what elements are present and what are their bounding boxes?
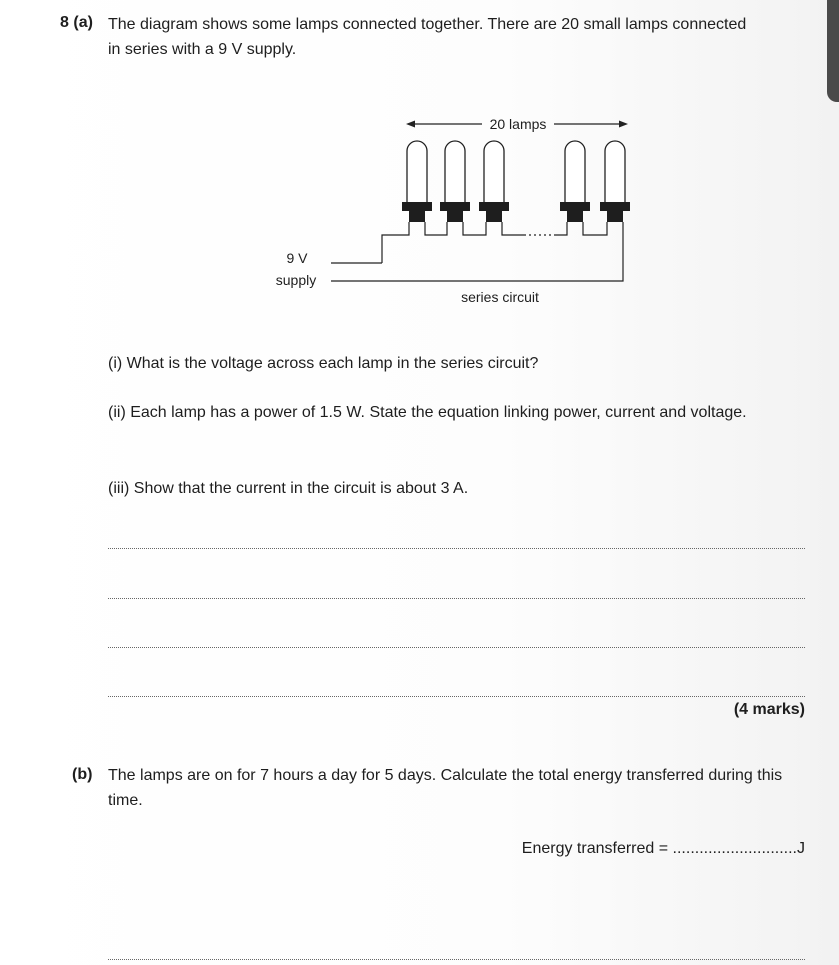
lamp-wiring [331,222,623,281]
lamp-bulb [407,141,427,202]
lamps-count-arrow [406,116,628,132]
lamp-bulb [445,141,465,202]
part-b-question: The lamps are on for 7 hours a day for 5 days. Calculate the total energy transferred during this time. [108,767,783,809]
sub-question-i: (i) What is the voltage across each lamp in the series circuit? [108,355,539,372]
supply-label: supply [275,272,317,288]
lamp-base [479,202,509,222]
energy-answer-row [522,840,805,858]
answer-line[interactable] [108,959,805,960]
energy-answer-blank[interactable]: ............................ [672,840,797,857]
lamp-bulb [565,141,585,202]
lamps-label: 20 lamps [489,116,547,132]
lamp-icon [600,141,630,222]
question-number: 8 (a) [60,14,93,31]
lamp-icon [479,141,509,222]
lamp-icon [440,141,470,222]
sub-question-iii: (iii) Show that the current in the circuit is about 3 A. [108,480,469,497]
lamp-bulb [484,141,504,202]
answer-line[interactable] [108,647,805,648]
marks-part-a: (4 marks) [733,701,805,718]
lamp-bulb [605,141,625,202]
part-b-label: (b) [72,766,93,783]
series-circuit-diagram [262,105,662,310]
answer-line[interactable] [108,548,805,549]
lamps-group [402,141,630,222]
energy-unit: J [797,840,805,857]
supply-voltage-label: 9 V [286,250,308,266]
lamp-icon [402,141,432,222]
lamp-base [440,202,470,222]
sub-question-ii: (ii) Each lamp has a power of 1.5 W. State the equation linking power, current and voltage. [108,404,747,421]
lamp-base [402,202,432,222]
page-edge-tab [827,0,839,102]
energy-label: Energy transferred = [521,840,669,857]
answer-line[interactable] [108,696,805,697]
question-intro: The diagram shows some lamps connected together. There are 20 small lamps connected in series with a 9 V supply. [108,16,747,58]
lamp-icon [560,141,590,222]
lamp-base [600,202,630,222]
diagram-caption: series circuit [461,289,539,305]
lamp-base [560,202,590,222]
answer-line[interactable] [108,598,805,599]
